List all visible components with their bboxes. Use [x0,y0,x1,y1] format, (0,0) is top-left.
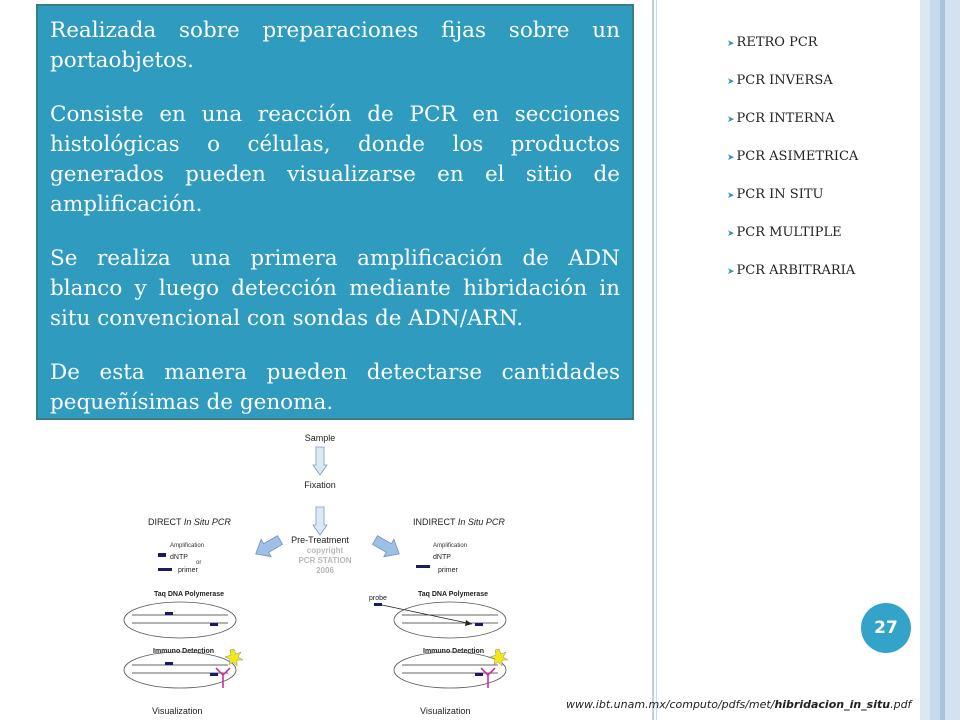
probe-arrow [382,605,472,624]
content-text-box [36,4,634,420]
visualization-label: Visualization [152,706,203,716]
paragraph: Se realiza una primera amplificación de ADN blanco y luego detección mediante hibridación in situ convencional con sondas de ADN/ARN. [50,246,620,331]
decor-stripe [930,0,940,720]
page-number: 27 [874,618,898,638]
side-menu-item[interactable] [727,148,887,167]
amplification-label: Amplification [170,543,205,549]
antibody-icon [481,668,495,688]
source-citation[interactable] [566,698,932,711]
arrow-bullet-icon: ➤ [727,229,735,239]
dntp-label: dNTP [433,554,451,561]
cell-oval [124,602,236,638]
flow-arrow-icon [313,447,327,475]
left-branch-arrow-icon [251,531,285,562]
watermark-line: PCR STATION [298,556,352,565]
amplification-label: Amplification [433,543,468,549]
side-menu-item-label: PCR MULTIPLE [736,225,842,240]
immuno-label: Immuno Detection [153,648,215,655]
citation-suffix: .pdf [890,698,912,711]
sample-label: Sample [304,433,336,443]
side-menu [727,34,887,300]
side-menu-item-label: PCR ARBITRARIA [736,263,856,278]
cell-oval [394,652,506,688]
taq-label: Taq DNA Polymerase [154,591,225,598]
side-menu-item[interactable] [727,110,887,129]
side-menu-item-label: PCR ASIMETRICA [736,149,859,164]
primer-label: primer [178,567,198,574]
immuno-label: Immuno Detection [423,648,485,655]
watermark-line: copyright [306,546,344,555]
antibody-icon [216,668,230,688]
arrow-bullet-icon: ➤ [727,267,735,277]
watermark-line: 2006 [316,566,334,575]
visualization-label: Visualization [420,706,471,716]
side-menu-item[interactable] [727,186,887,205]
paragraph: Consiste en una reacción de PCR en secciones histológicas o células, donde los productos generados pueden visualizarse en el sitio de amplificación. [50,102,620,217]
indirect-title: INDIRECT In Situ PCR [413,517,505,527]
fixation-label: Fixation [304,480,336,490]
decor-stripe [656,0,657,720]
side-menu-item[interactable] [727,34,887,53]
taq-label: Taq DNA Polymerase [418,591,489,598]
probe-label: probe [369,595,387,602]
side-menu-item-label: PCR IN SITU [736,187,824,202]
arrow-bullet-icon: ➤ [727,39,735,49]
right-branch-arrow-icon [370,531,404,562]
decor-stripe [920,0,930,720]
signal-star-icon [225,649,243,666]
arrow-bullet-icon: ➤ [727,153,735,163]
dntp-label: dNTP [170,554,188,561]
cell-oval [394,602,506,638]
side-menu-item[interactable] [727,224,887,243]
decor-stripe [945,0,960,720]
citation-bold: hibridacion_in_situ [774,698,891,711]
signal-star-icon [490,649,508,666]
citation-prefix: www.ibt.unam.mx/computo/pdfs/met/ [566,698,775,711]
side-menu-item[interactable] [727,262,887,281]
page-number-badge [861,603,911,653]
flow-arrow-icon [313,507,327,535]
dntp-marker [158,553,166,557]
side-menu-item-label: PCR INVERSA [736,73,833,88]
side-menu-item-label: RETRO PCR [736,35,818,50]
paragraph: De esta manera pueden detectarse cantidades pequeñísimas de genoma. [50,360,620,415]
probe-marker [374,603,382,606]
primer-marker [158,568,172,571]
side-menu-item-label: PCR INTERNA [736,111,835,126]
arrow-bullet-icon: ➤ [727,115,735,125]
side-menu-item[interactable] [727,72,887,91]
cell-oval [124,652,236,688]
decor-stripe [652,0,654,720]
or-label: or [196,560,202,566]
arrow-bullet-icon: ➤ [727,191,735,201]
paragraph: Realizada sobre preparaciones fijas sobre un portaobjetos. [50,18,620,73]
primer-marker [416,565,430,568]
pretreatment-label: Pre-Treatment [291,535,349,545]
in-situ-pcr-diagram [120,425,550,720]
direct-title: DIRECT In Situ PCR [148,517,231,527]
primer-label: primer [438,567,458,574]
arrow-bullet-icon: ➤ [727,77,735,87]
